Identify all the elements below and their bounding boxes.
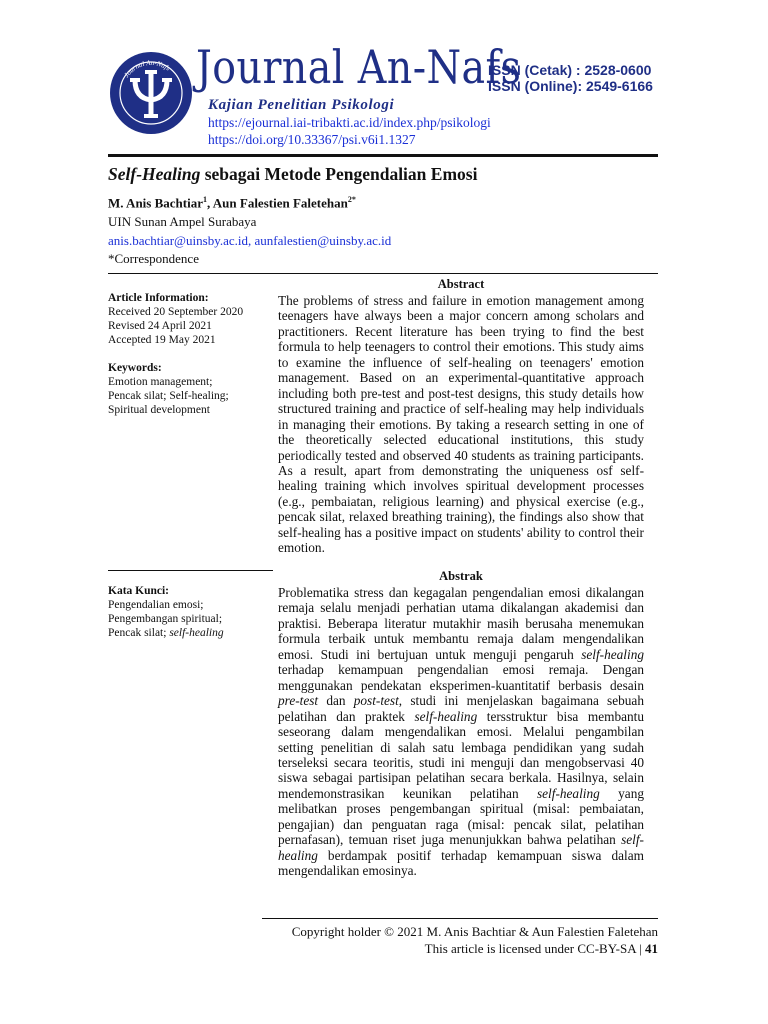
journal-links bbox=[208, 114, 491, 148]
info-heading: Article Information: bbox=[108, 292, 209, 304]
journal-subtitle: Kajian Penelitian Psikologi bbox=[208, 97, 395, 113]
issn-online: ISSN (Online): 2549-6166 bbox=[488, 78, 653, 94]
kata-kunci-heading: Kata Kunci: bbox=[108, 585, 170, 597]
kata-kunci-line: Pengendalian emosi; bbox=[108, 599, 204, 611]
journal-url-link[interactable]: https://ejournal.iai-tribakti.ac.id/index.php/psikologi bbox=[208, 115, 491, 130]
copyright-line: Copyright holder © 2021 M. Anis Bachtiar & Aun Falestien Faletehan bbox=[291, 924, 658, 939]
abstrak-italic: post-test bbox=[353, 693, 399, 709]
license-text: This article is licensed under CC-BY-SA | bbox=[424, 941, 645, 956]
kata-kunci-line: Pengembangan spiritual; bbox=[108, 613, 223, 625]
kata-kunci-text: Pencak silat; bbox=[108, 627, 170, 639]
journal-title: Journal An-Nafs bbox=[196, 40, 522, 94]
accepted-date: Accepted 19 May 2021 bbox=[108, 334, 216, 346]
sidebar-divider bbox=[108, 570, 273, 571]
journal-logo bbox=[108, 50, 194, 136]
abstrak-part: , studi ini menjelaskan bagaimana sebuah pelatihan dan praktek bbox=[278, 693, 644, 724]
issn-block bbox=[488, 62, 653, 94]
authors bbox=[108, 195, 356, 211]
page-number: 41 bbox=[645, 941, 658, 956]
abstrak-italic: self-healing bbox=[581, 646, 644, 662]
abstrak-text bbox=[278, 585, 644, 879]
abstrak-italic: pre-test bbox=[278, 693, 319, 709]
kata-kunci-block bbox=[108, 584, 273, 640]
footer-divider bbox=[262, 918, 658, 919]
author-2: Aun Falestien Faletehan bbox=[212, 195, 348, 211]
header-divider bbox=[108, 154, 658, 157]
author-separator: , bbox=[206, 195, 213, 211]
abstrak-part: Problematika stress dan kegagalan pengendalian emosi dikalangan remaja selalu menjadi perhatian utama dikalangan akademisi dan praktisi. Beberapa literatur mutakhir masih berusaha menemukan formula terbaik untuk membantu remaja dalam mengendalikan emosi. Studi ini bertujuan untuk menguji pengaruh bbox=[278, 585, 644, 662]
paper-title bbox=[108, 164, 477, 185]
affiliation: UIN Sunan Ampel Surabaya bbox=[108, 214, 257, 229]
abstrak-italic: self-healing bbox=[414, 708, 478, 724]
svg-text:Journal An-Nafs: Journal An-Nafs bbox=[122, 58, 172, 80]
abstrak-part: yang melibatkan proses pengembangan spiritual (misal: pembaiatan, pengajian) dan penguatan raga (misal: pencak silat, pelatihan pernafasan), temuan riset juga menunjukkan bahwa pelatihan bbox=[278, 785, 644, 848]
author-2-affil: 2* bbox=[347, 195, 356, 204]
title-divider bbox=[108, 273, 658, 274]
abstract-heading: Abstract bbox=[437, 277, 485, 291]
doi-link[interactable]: https://doi.org/10.33367/psi.v6i1.1327 bbox=[208, 132, 416, 147]
title-rest: sebagai Metode Pengendalian Emosi bbox=[200, 164, 478, 184]
keyword-line: Spiritual development bbox=[108, 404, 210, 416]
issn-print: ISSN (Cetak) : 2528-0600 bbox=[488, 62, 652, 78]
keywords-block bbox=[108, 361, 273, 417]
keyword-line: Emotion management; bbox=[108, 376, 213, 388]
correspondence-note: *Correspondence bbox=[108, 251, 199, 266]
kata-kunci-line bbox=[108, 626, 273, 640]
abstrak-heading: Abstrak bbox=[439, 569, 483, 583]
abstrak-italic: self-healing bbox=[536, 785, 600, 801]
received-date: Received 20 September 2020 bbox=[108, 306, 244, 318]
author-1: M. Anis Bachtiar bbox=[108, 195, 203, 211]
author-1-affil: 1 bbox=[202, 195, 207, 204]
kata-kunci-italic: self-healing bbox=[169, 627, 224, 639]
abstrak-part: berdampak positif terhadap kemampuan siswa dalam mengendalikan emosinya. bbox=[278, 847, 644, 879]
abstrak-part: dan bbox=[318, 693, 354, 709]
author-emails[interactable]: anis.bachtiar@uinsby.ac.id, aunfalestien@uinsby.ac.id bbox=[108, 233, 392, 248]
keyword-line: Pencak silat; Self-healing; bbox=[108, 390, 229, 402]
abstrak-italic: self-healing bbox=[278, 832, 644, 863]
license-line bbox=[262, 941, 658, 957]
abstrak-part: terhadap kemampuan pengendalian emosi remaja. Dengan menggunakan pendekatan eksperimen-kuantitatif berbasis desain bbox=[278, 662, 644, 693]
abstrak-part: tersstruktur bisa membantu seseorang dalam mengendalikan emosi. Melalui pengambilan setting penelitian di salah satu lembaga pendidikan yang sudah terseleksi secara teoritis, studi ini menguji dan mengobservasi 40 siswa sebagai partisipan pelatihan secara berkala. Hasilnya, selain mendemonstrasikan keunikan pelatihan bbox=[278, 708, 644, 801]
article-information bbox=[108, 291, 273, 347]
revised-date: Revised 24 April 2021 bbox=[108, 320, 212, 332]
abstract-text: The problems of stress and failure in emotion management among teenagers have always been a major concern among scholars and practitioners. Recent literature has been trying to find the best formula to help teenagers to control their emotions. This study aims to examine the influence of self-healing on teenagers' emotion management. Based on an experimental-quantitative approach including both pre-test and post-test designs, this study details how structured training and practice of self-healing may help individuals in managing their emotions. By taking a research setting in one of the theoretically selected educational institutions, this study periodically tested and observed 40 students as training participants. As a result, apart from demonstrating the uniqueness osf self-healing training which involves spiritual development processes (e.g., pembaiatan, religious learning) and physical exercise (e.g., pencak silat, relaxed breathing training), the findings also show that self-healing has a positive impact on students' ability to control their emotion. bbox=[278, 293, 644, 556]
keywords-heading: Keywords: bbox=[108, 362, 162, 374]
title-italic: Self-Healing bbox=[108, 164, 201, 184]
